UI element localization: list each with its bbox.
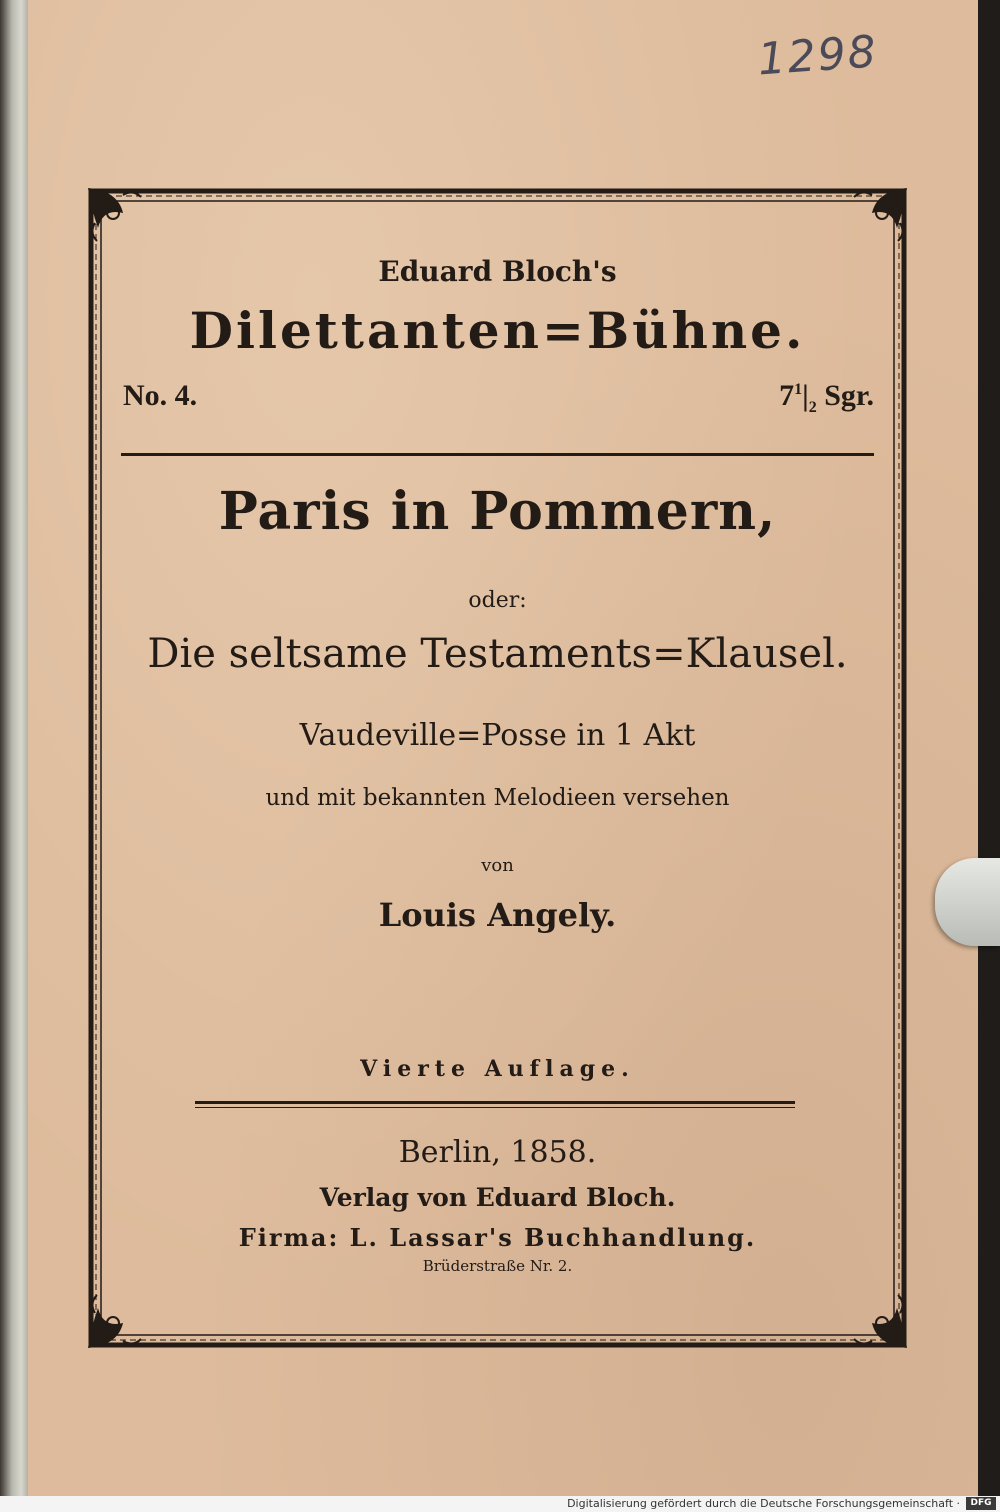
corner-ornament-bottom-left xyxy=(83,1283,153,1353)
imprint-publisher: Verlag von Eduard Bloch. xyxy=(319,1183,676,1212)
imprint-firm: Firma: L. Lassar's Buchhandlung. xyxy=(238,1223,757,1252)
dfg-logo: DFG xyxy=(966,1497,996,1510)
footer-credit: Digitalisierung gefördert durch die Deutsche Forschungsgemeinschaft · xyxy=(567,1497,960,1510)
title-connector: oder: xyxy=(468,588,527,613)
divider-rule-thin xyxy=(195,1107,795,1108)
corner-ornament-bottom-right xyxy=(842,1283,912,1353)
corner-ornament-top-left xyxy=(83,183,153,253)
book-spine xyxy=(0,0,30,1496)
footer-bar xyxy=(0,1496,1000,1512)
series-title: Dilettanten=Bühne. xyxy=(189,301,806,360)
price: $7^1|_2$ Sgr. xyxy=(779,379,874,416)
corner-ornament-top-right xyxy=(842,183,912,253)
price-denominator: 2 xyxy=(808,399,817,416)
divider-rule xyxy=(121,453,874,456)
work-subtitle: Die seltsame Testaments=Klausel. xyxy=(147,631,848,677)
ornamental-frame xyxy=(83,183,912,1353)
price-numerator: 1 xyxy=(794,381,803,398)
price-whole: 7 xyxy=(779,379,795,412)
work-genre: Vaudeville=Posse in 1 Akt xyxy=(299,718,696,753)
imprint-place-year: Berlin, 1858. xyxy=(398,1135,597,1170)
divider-rule-thick xyxy=(195,1101,795,1104)
author-name: Louis Angely. xyxy=(378,896,617,934)
page-tab-marker xyxy=(935,858,1000,946)
handwritten-call-number: 1298 xyxy=(756,26,880,86)
work-description: und mit bekannten Melodieen versehen xyxy=(265,785,730,811)
imprint-address: Brüderstraße Nr. 2. xyxy=(422,1257,573,1275)
author-prefix: von xyxy=(481,855,514,876)
edition: Vierte Auflage. xyxy=(360,1056,635,1082)
price-unit: Sgr. xyxy=(824,379,874,412)
series-number: No. 4. xyxy=(123,379,198,412)
series-publisher: Eduard Bloch's xyxy=(378,255,617,288)
work-title: Paris in Pommern, xyxy=(218,481,777,542)
